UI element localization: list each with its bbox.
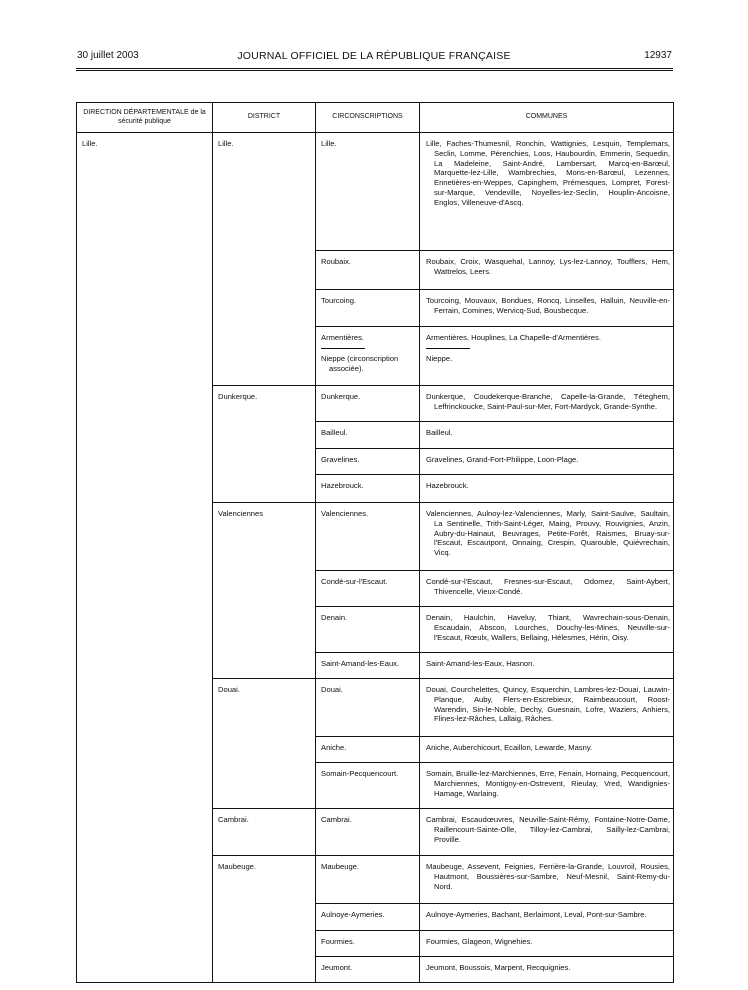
communes-cell — [420, 931, 674, 957]
communes-cell — [420, 133, 674, 251]
district-cell: Lille. — [213, 133, 316, 386]
communes-text: Fourmies, Glageon, Wignehies. — [426, 937, 533, 946]
communes-text: Cambrai, Escaudœuvres, Neuville-Saint-Rémy, Fontaine-Notre-Dame, Raillencourt-Sainte-Olle, Tilloy-lez-Cambrai, Sailly-lez-Cambrai, Proville. — [426, 815, 670, 844]
circonscription-cell: Gravelines. — [316, 449, 420, 475]
district-cell: Maubeuge. — [213, 856, 316, 983]
communes-cell — [420, 503, 674, 571]
column-header-communes: COMMUNES — [420, 103, 674, 133]
communes-text: Hazebrouck. — [426, 481, 469, 490]
header-rule-thin — [76, 70, 673, 71]
direction-cell: Lille. — [77, 133, 213, 983]
communes-cell — [420, 386, 674, 422]
table-header-row — [77, 103, 674, 133]
communes-cell — [420, 653, 674, 679]
communes-text: Maubeuge, Assevent, Feignies, Ferrière-la-Grande, Louvroil, Rousies, Hautmont, Boussières-sur-Sambre, Neuf-Mesnil, Saint-Remy-du-Nord. — [426, 862, 670, 891]
communes-text: Saint-Amand-les-Eaux, Hasnon. — [426, 659, 535, 668]
associated-circonscription-name: Nieppe (circonscription associée). — [321, 353, 399, 373]
communes-text: Jeumont, Boussois, Marpent, Recquignies. — [426, 963, 571, 972]
circonscription-cell: Dunkerque. — [316, 386, 420, 422]
communes-text: Roubaix, Croix, Wasquehal, Lannoy, Lys-lez-Lannoy, Toufflers, Hem, Wattrelos, Leers. — [426, 257, 670, 276]
communes-cell — [420, 679, 674, 737]
circonscription-cell: Bailleul. — [316, 422, 420, 449]
column-header-circonscriptions: CIRCONSCRIPTIONS — [316, 103, 420, 133]
communes-cell — [420, 809, 674, 856]
separator-rule — [426, 348, 470, 349]
communes-cell — [420, 422, 674, 449]
circonscription-cell: Jeumont. — [316, 957, 420, 983]
security-districts-table — [76, 102, 674, 983]
circonscription-cell: Somain-Pecquencourt. — [316, 763, 420, 809]
circonscription-cell: Cambrai. — [316, 809, 420, 856]
circonscription-cell: Condé-sur-l'Escaut. — [316, 571, 420, 607]
circonscription-cell: Maubeuge. — [316, 856, 420, 904]
circonscription-cell: Aulnoye-Aymeries. — [316, 904, 420, 931]
separator-rule — [321, 348, 365, 349]
header-date: 30 juillet 2003 — [77, 50, 139, 61]
communes-cell — [420, 904, 674, 931]
circonscription-cell: Valenciennes. — [316, 503, 420, 571]
communes-text: Denain, Haulchin, Haveluy, Thiant, Wavrechain-sous-Denain, Escaudain, Abscon, Lourches, Douchy-les-Mines, Neuville-sur-l'Escaut, Rœulx, Wallers, Bellaing, Hélesmes, Hérin, Oisy. — [426, 613, 670, 642]
communes-cell — [420, 327, 674, 386]
circonscription-cell: Lille. — [316, 133, 420, 251]
header-page-number: 12937 — [644, 50, 672, 61]
communes-text: Douai, Courchelettes, Quincy, Esquerchin, Lambres-lez-Douai, Lauwin-Planque, Auby, Flers-en-Escrebieux, Raimbeaucourt, Roost-Warendin, Sin-le-Noble, Dechy, Guesnain, Lofre, Waziers, Anhiers, Flines-lez-Râches, Lallaig, Râches. — [426, 685, 670, 724]
communes-text: Condé-sur-l'Escaut, Fresnes-sur-Escaut, Odomez, Saint-Aybert, Thivencelle, Vieux-Condé. — [426, 577, 670, 596]
circonscription-cell: Tourcoing. — [316, 290, 420, 327]
communes-cell — [420, 737, 674, 763]
communes-cell — [420, 571, 674, 607]
communes-text: Dunkerque, Coudekerque-Branche, Capelle-la-Grande, Téteghem, Leffrinckoucke, Saint-Paul-sur-Mer, Fort-Mardyck, Grande-Synthe. — [426, 392, 670, 411]
communes-cell — [420, 290, 674, 327]
communes-cell — [420, 449, 674, 475]
communes-cell — [420, 475, 674, 503]
district-cell: Valenciennes — [213, 503, 316, 679]
circonscription-cell: Aniche. — [316, 737, 420, 763]
communes-text: Armentières, Houplines, La Chapelle-d'Armentières. — [426, 333, 601, 342]
communes-cell — [420, 856, 674, 904]
circonscription-cell — [316, 327, 420, 386]
district-cell: Dunkerque. — [213, 386, 316, 503]
communes-text: Bailleul. — [426, 428, 453, 437]
communes-text: Gravelines, Grand-Fort-Philippe, Loon-Plage. — [426, 455, 579, 464]
communes-text: Valenciennes, Aulnoy-lez-Valenciennes, Marly, Saint-Saulve, Saultain, La Sentinelle, Trith-Saint-Léger, Maing, Prouvy, Rouvignies, Anzin, Aubry-du-Hainaut, Beuvrages, Petite-Forêt, Raismes, Bruay-sur-l'Escaut, Escautpont, Onnaing, Crespin, Quarouble, Quiévrechain, Vicq. — [426, 509, 670, 558]
circonscription-cell: Fourmies. — [316, 931, 420, 957]
district-cell: Douai. — [213, 679, 316, 809]
communes-text: Tourcoing, Mouvaux, Bondues, Roncq, Linselles, Halluin, Neuville-en-Ferrain, Comines, Wervicq-Sud, Bousbecque. — [426, 296, 670, 315]
communes-cell — [420, 957, 674, 983]
circonscription-name: Armentières. — [321, 333, 365, 342]
communes-cell — [420, 251, 674, 290]
communes-cell — [420, 607, 674, 653]
district-cell: Cambrai. — [213, 809, 316, 856]
circonscription-cell: Denain. — [316, 607, 420, 653]
circonscription-cell: Saint-Amand-les-Eaux. — [316, 653, 420, 679]
column-header-district: DISTRICT — [213, 103, 316, 133]
table-row — [77, 133, 674, 251]
column-header-direction: DIRECTION DÉPARTEMENTALE de la sécurité publique — [77, 103, 213, 133]
communes-cell — [420, 763, 674, 809]
associated-communes-text: Nieppe. — [426, 353, 453, 363]
communes-text: Lille, Faches-Thumesnil, Ronchin, Wattignies, Lesquin, Templemars, Seclin, Lomme, Pérenchies, Loos, Haubourdin, Emmerin, Sequedin, La Madeleine, Saint-André, Lambersart, Marcq-en-Barœul, Marquette-lez-Lille, Wambrechies, Mons-en-Barœul, Lezennes, Ennetières-en-Weppes, Capinghem, Prémesques, Lompret, Forest-sur-Marque, Vendeville, Noyelles-lez-Seclin, Houplin-Ancoisne, Englos, Villeneuve-d'Ascq. — [426, 139, 670, 207]
circonscription-cell: Hazebrouck. — [316, 475, 420, 503]
circonscription-cell: Douai. — [316, 679, 420, 737]
communes-text: Somain, Bruille-lez-Marchiennes, Erre, Fenain, Hornaing, Pecquencourt, Marchiennes, Montigny-en-Ostrevent, Rieulay, Vred, Wandignies-Hamage, Warlaing. — [426, 769, 670, 798]
communes-text: Aniche, Auberchicourt, Ecaillon, Lewarde, Masny. — [426, 743, 593, 752]
header-title: JOURNAL OFFICIEL DE LA RÉPUBLIQUE FRANÇAISE — [237, 50, 511, 62]
communes-text: Aulnoye-Aymeries, Bachant, Berlaimont, Leval, Pont-sur-Sambre. — [426, 910, 647, 919]
header-rule — [76, 68, 673, 69]
circonscription-cell: Roubaix. — [316, 251, 420, 290]
